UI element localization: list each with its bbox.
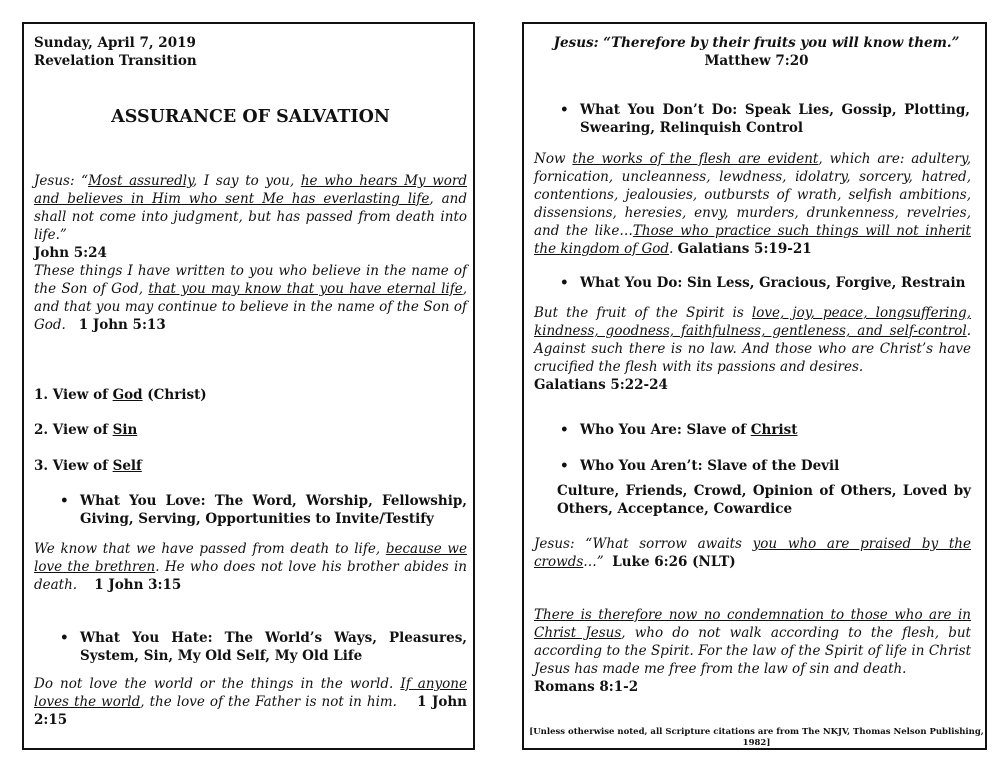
verse-reference: John 5:24 — [34, 245, 107, 261]
view-label: 1. View of — [34, 387, 113, 403]
verse-text: Now — [534, 151, 573, 167]
bullet-who-you-arent: • Who You Aren’t: Slave of the Devil — [580, 457, 970, 475]
bullet-what-you-dont-do: • What You Don’t Do: Speak Lies, Gossip, Plotting, Swearing, Relinquish Control — [580, 101, 970, 137]
bullet-keyword: Christ — [750, 422, 798, 438]
verse-emphasis: Those who practice such things will not inherit the kingdom of God — [534, 223, 971, 257]
view-of-sin — [34, 421, 137, 439]
verse-galatians-5-22 — [534, 304, 971, 394]
verse-text: Jesus: “What sorrow awaits — [534, 536, 753, 552]
verse-text: Jesus: “ — [34, 173, 89, 189]
verse-emphasis: you who are praised by the crowds — [534, 536, 971, 570]
verse-emphasis: There is therefore now no condemnation to those who are in Christ Jesus — [534, 607, 971, 641]
scripture-footnote: [Unless otherwise noted, all Scripture citations are from The NKJV, Thomas Nelson Publishing, 1982] — [529, 727, 984, 748]
verse-1-john-3-15 — [34, 540, 467, 594]
service-date: Sunday, April 7, 2019 — [34, 35, 196, 51]
view-keyword: God — [112, 387, 143, 403]
culture-list: Culture, Friends, Crowd, Opinion of Others, Loved by Others, Acceptance, Cowardice — [557, 483, 971, 517]
bullet-what-you-do: • What You Do: Sin Less, Gracious, Forgive, Restrain — [580, 274, 970, 292]
verse-text: , and that you may continue to believe in the name of the Son of God. — [34, 281, 467, 333]
verse-emphasis: the works of the flesh are evident — [572, 151, 819, 167]
right-panel — [522, 22, 987, 750]
verse-emphasis: because we love the brethren — [34, 541, 467, 575]
verse-reference: Galatians 5:22-24 — [534, 377, 668, 393]
verse-1-john-2-15 — [34, 675, 467, 729]
bullet-what-you-hate: • What You Hate: The World’s Ways, Pleasures, System, Sin, My Old Self, My Old Life — [80, 629, 467, 665]
bullet-what-you-love: • What You Love: The Word, Worship, Fellowship, Giving, Serving, Opportunities to Invite/Testify — [80, 492, 467, 528]
verse-luke-6-26 — [534, 535, 971, 571]
verse-text: . Against such there is no law. And those who are Christ’s have crucified the flesh with its passions and desires. — [534, 323, 971, 375]
verse-text: , which are: adultery, fornication, uncleanness, lewdness, idolatry, sorcery, hatred, contentions, jealousies, outbursts of wrath, selfish ambitions, dissensions, heresies, envy, murders, drunkenness, revelries, and the like… — [534, 151, 971, 239]
verse-reference: 1 John 2:15 — [34, 694, 468, 728]
verse-reference: 1 John 5:13 — [78, 317, 166, 333]
verse-emphasis: love, joy, peace, longsuffering, kindness, goodness, faithfulness, gentleness, and self-control — [534, 305, 971, 339]
verse-text: . He who does not love his brother abides in death. — [34, 559, 467, 593]
view-label: (Christ) — [142, 387, 207, 403]
view-label: 2. View of — [34, 422, 113, 438]
view-of-god — [34, 386, 207, 404]
verse-emphasis: that you may know that you have eternal life — [148, 281, 463, 297]
verse-text: But the fruit of the Spirit is — [534, 305, 752, 321]
verse-emphasis: he who hears My word and believes in Him who sent Me has everlasting life — [34, 173, 467, 207]
verse-1-john-5-13 — [34, 262, 467, 334]
verse-text: …” — [583, 554, 604, 570]
verse-text: We know that we have passed from death to life, — [34, 541, 386, 557]
verse-reference: Romans 8:1-2 — [534, 679, 639, 695]
verse-text: , the love of the Father is not in him. — [140, 694, 397, 710]
verse-reference: 1 John 3:15 — [94, 577, 182, 593]
fruits-quote: Jesus: “Therefore by their fruits you will know them.” — [553, 35, 960, 51]
verse-romans-8-1 — [534, 606, 971, 696]
verse-text: . — [669, 241, 674, 257]
verse-text: , and shall not come into judgment, but has passed from death into life.” — [34, 191, 467, 243]
bullet-who-you-are — [580, 421, 970, 439]
verse-text: Do not love the world or the things in the world. — [34, 676, 401, 692]
left-panel — [22, 22, 475, 750]
verse-emphasis: If anyone loves the world — [34, 676, 467, 710]
verse-text: These things I have written to you who believe in the name of the Son of God, — [34, 263, 467, 297]
verse-galatians-5-19 — [534, 150, 971, 258]
view-keyword: Self — [112, 458, 142, 474]
verse-john-5-24 — [34, 172, 467, 262]
verse-text: , who do not walk according to the flesh, but according to the Spirit. For the law of the Spirit of life in Christ Jesus has made me free from the law of sin and death. — [534, 625, 971, 677]
view-keyword: Sin — [112, 422, 138, 438]
bullet-text: Who You Are: Slave of — [580, 422, 751, 438]
view-of-self — [34, 457, 142, 475]
page-title: ASSURANCE OF SALVATION — [111, 107, 390, 127]
verse-text: , I say to you, — [192, 173, 301, 189]
fruits-quote-reference: Matthew 7:20 — [704, 53, 809, 69]
view-label: 3. View of — [34, 458, 113, 474]
series-name: Revelation Transition — [34, 53, 197, 69]
verse-reference: Luke 6:26 (NLT) — [612, 554, 736, 570]
verse-emphasis: Most assuredly — [88, 173, 193, 189]
verse-reference: Galatians 5:19-21 — [677, 241, 812, 257]
